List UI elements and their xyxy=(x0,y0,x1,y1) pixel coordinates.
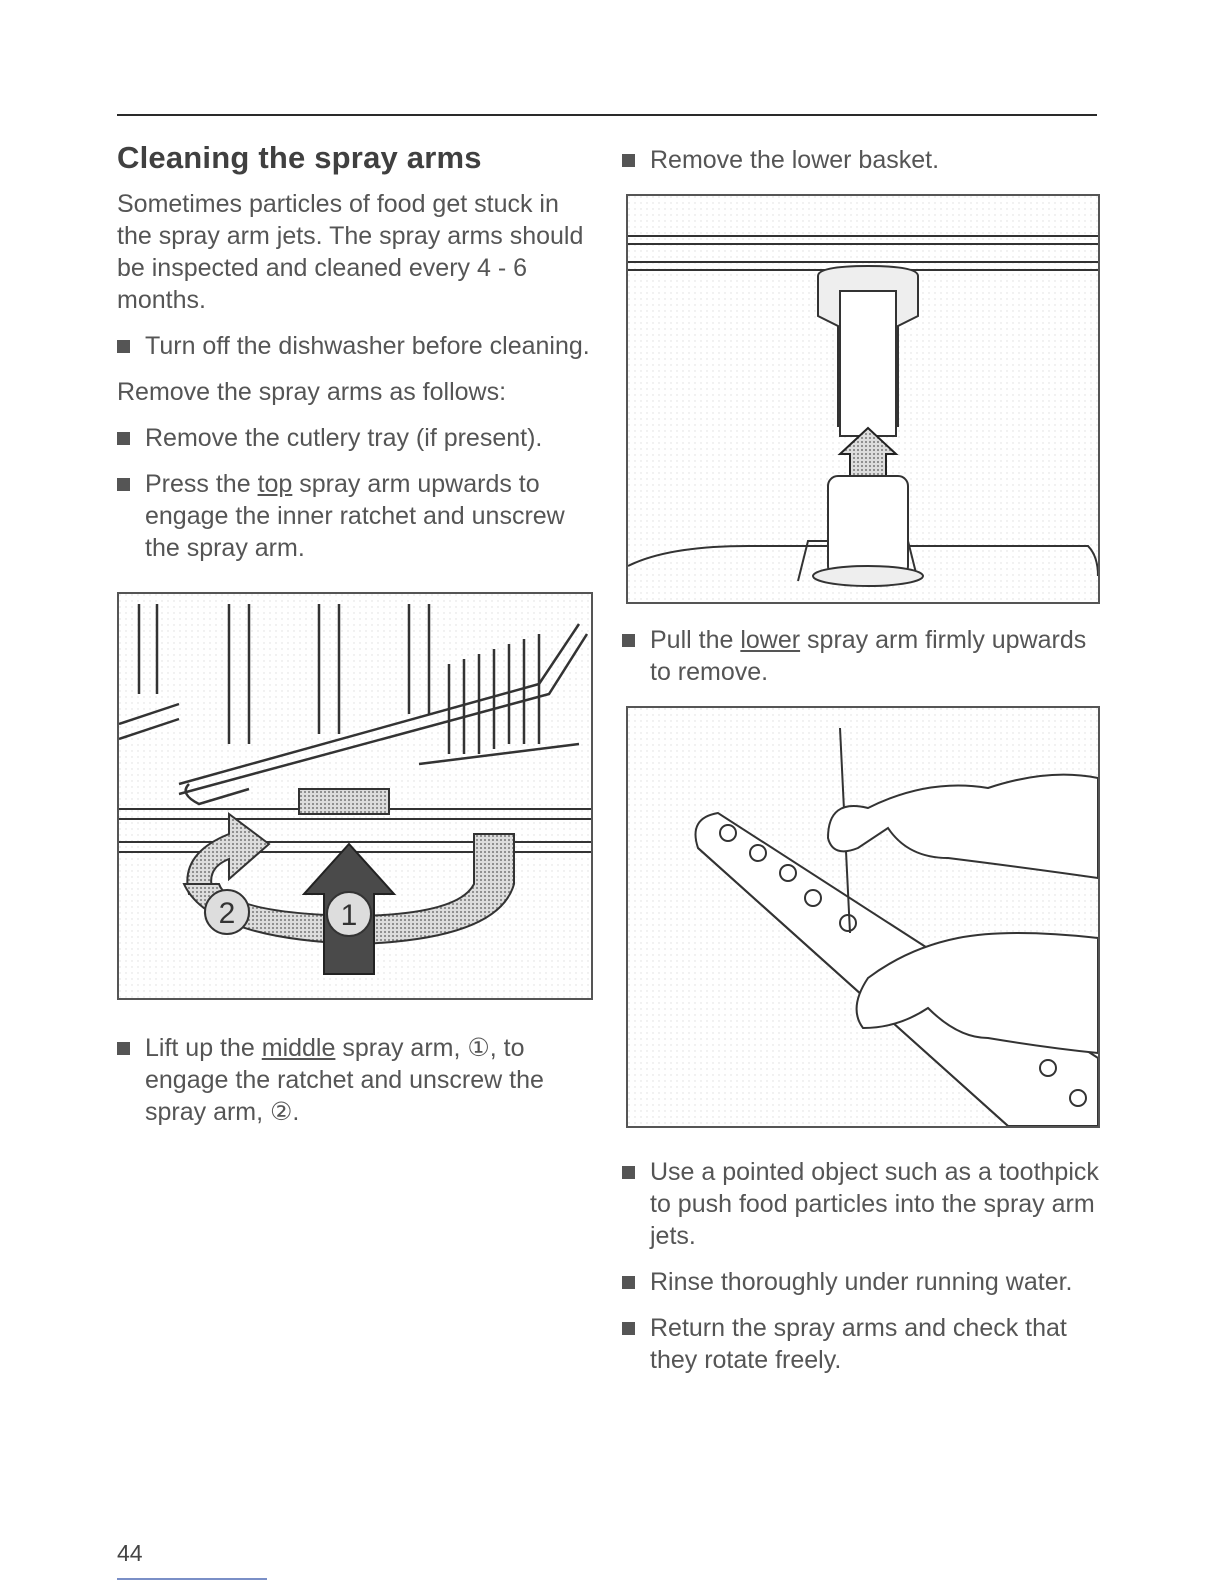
remove-as-follows: Remove the spray arms as follows: xyxy=(117,378,507,406)
bottom-rule xyxy=(117,1578,267,1580)
bullet-square-icon xyxy=(117,340,130,353)
label-1: 1 xyxy=(340,899,358,932)
step-top-spray-arm: Press the top spray arm upwards to engage the inner ratchet and unscrew the spray arm. xyxy=(117,468,595,564)
step-return-arms: Return the spray arms and check that they rotate freely. xyxy=(622,1312,1100,1376)
spray-jet-cleaning-illustration xyxy=(626,706,1100,1128)
lower-spray-arm-drawing xyxy=(628,196,1098,602)
middle-spray-arm-illustration xyxy=(117,592,593,1000)
page-title: Cleaning the spray arms xyxy=(117,140,482,175)
step-lower-spray-arm: Pull the lower spray arm firmly upwards to remove. xyxy=(622,624,1100,688)
middle-spray-arm-drawing xyxy=(119,594,591,998)
step-turn-off: Turn off the dishwasher before cleaning. xyxy=(117,330,595,362)
bullet-square-icon xyxy=(117,478,130,491)
bullet-square-icon xyxy=(117,1042,130,1055)
spray-jet-cleaning-drawing xyxy=(628,708,1098,1126)
bullet-square-icon xyxy=(622,154,635,167)
step-middle-spray-arm: Lift up the middle spray arm, ①, to engage the ratchet and unscrew the spray arm, ②. xyxy=(117,1032,595,1128)
step-rinse: Rinse thoroughly under running water. xyxy=(622,1266,1100,1298)
bullet-square-icon xyxy=(622,1322,635,1335)
left-column xyxy=(117,140,595,1142)
top-rule xyxy=(117,114,1097,116)
bullet-square-icon xyxy=(117,432,130,445)
step-pointed-object: Use a pointed object such as a toothpick to push food particles into the spray arm jets. xyxy=(622,1156,1100,1252)
lower-spray-arm-illustration xyxy=(626,194,1100,604)
intro-paragraph: Sometimes particles of food get stuck in the spray arm jets. The spray arms should be inspected and cleaned every 4 - 6 months. xyxy=(117,190,584,314)
step-lower-basket: Remove the lower basket. xyxy=(622,144,1100,176)
bullet-square-icon xyxy=(622,1166,635,1179)
label-2: 2 xyxy=(218,897,236,930)
right-column xyxy=(622,140,1100,1390)
bullet-square-icon xyxy=(622,634,635,647)
page-number: 44 xyxy=(117,1540,143,1566)
bullet-square-icon xyxy=(622,1276,635,1289)
step-cutlery-tray: Remove the cutlery tray (if present). xyxy=(117,422,595,454)
